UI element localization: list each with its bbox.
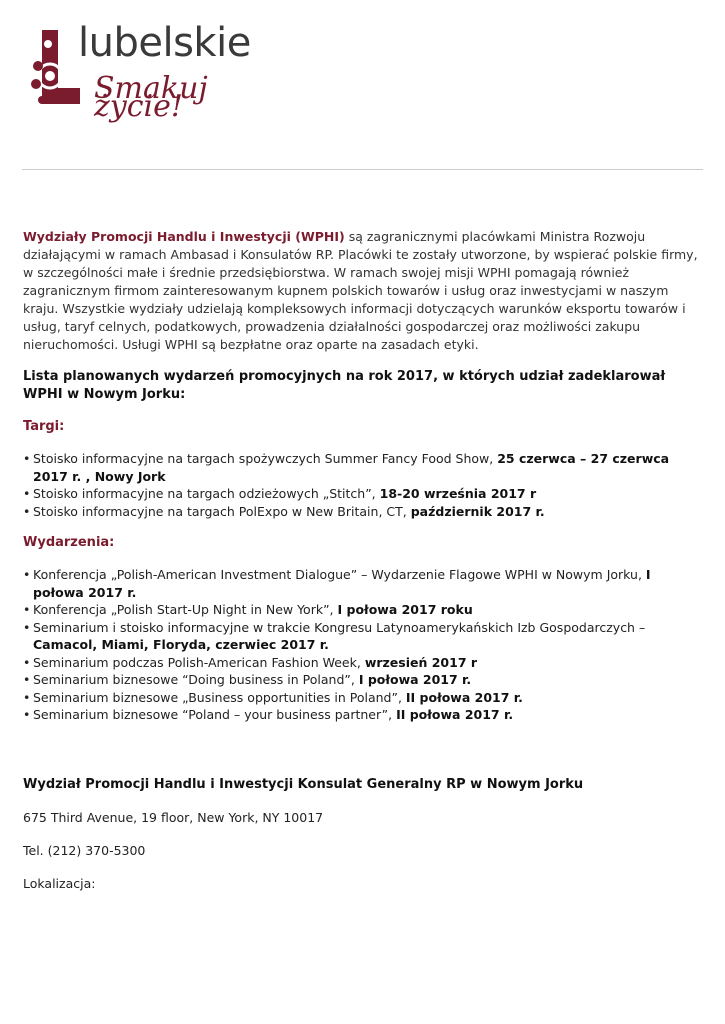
intro-text: są zagranicznymi placówkami Ministra Rozwoju działającymi w ramach Ambasad i Konsulatów RP. Placówki te zostały utworzone, by wspierać polskie firmy, w szczególności małe i średnie przedsiębiorstwa. W ramach swojej misji WPHI pomagają również zagranicznym firmom zainteresowanym kupnem polskich towarów i usług oraz inwestycjami w naszym kraju. Wszystkie wydziały udzielają kompleksowych informacji dotyczących warunków eksportu towarów i usług, taryf celnych, podatkowych, prowadzenia działalności gospodarczej oraz możliwości zakupu nieruchomości. Usługi WPHI są bezpłatne oraz oparte na zasadach etyki. (23, 229, 698, 352)
item-text: Seminarium podczas Polish-American Fashion Week, (33, 654, 365, 670)
header-divider (22, 169, 703, 170)
fairs-list (23, 450, 703, 520)
item-text: Seminarium i stoisko informacyjne w trakcie Kongresu Latynoamerykańskich Izb Gospodarczych – (33, 619, 646, 635)
list-item (23, 654, 703, 672)
list-item (23, 601, 703, 619)
item-text: Konferencja „Polish-American Investment Dialogue” – Wydarzenie Flagowe WPHI w Nowym Jorku, (33, 567, 646, 582)
intro-highlight[interactable]: Wydziały Promocji Handlu i Inwestycji (WPHI) (23, 229, 345, 244)
item-text: Stoisko informacyjne na targach odzieżowych „Stitch”, (33, 486, 380, 501)
item-date: październik 2017 r. (410, 503, 545, 519)
events-list-heading: Lista planowanych wydarzeń promocyjnych na rok 2017, w których udział zadeklarował WPHI w Nowym Jorku: (23, 369, 666, 402)
item-text: Stoisko informacyjne na targach spożywczych Summer Fancy Food Show, (33, 451, 498, 466)
item-date: wrzesień 2017 r (364, 654, 478, 670)
item-text: Konferencja „Polish Start-Up Night in New York”, (33, 602, 338, 617)
contact-section (23, 776, 703, 893)
contact-phone: Tel. (212) 370-5300 (23, 842, 146, 858)
contact-location-label: Lokalizacja: (23, 875, 96, 891)
events-heading: Wydarzenia: (23, 535, 115, 550)
article-content (23, 228, 703, 893)
item-text: Seminarium biznesowe „Business opportunities in Poland”, (33, 689, 406, 705)
list-item (23, 671, 703, 689)
item-text: Seminarium biznesowe “Doing business in Poland”, (33, 672, 359, 687)
item-date: 18-20 września 2017 r (379, 486, 537, 501)
logo-name: lubelskie (78, 20, 251, 66)
logo-slogan: Smakuj życie! (94, 71, 208, 124)
list-item (23, 485, 703, 503)
fairs-heading: Targi: (23, 419, 65, 434)
item-text: Stoisko informacyjne na targach PolExpo w New Britain, CT, (33, 503, 411, 519)
item-text: Seminarium biznesowe “Poland – your business partner”, (33, 707, 397, 722)
list-item (23, 450, 703, 485)
item-date: II połowa 2017 r. (396, 707, 514, 722)
contact-title: Wydział Promocji Handlu i Inwestycji Konsulat Generalny RP w Nowym Jorku (23, 776, 584, 792)
item-date: Camacol, Miami, Floryda, czerwiec 2017 r. (33, 637, 329, 652)
list-item (23, 503, 703, 521)
item-date: II połowa 2017 r. (405, 689, 523, 705)
list-item (23, 689, 703, 707)
logo[interactable] (28, 20, 258, 126)
list-item (23, 706, 703, 724)
list-item (23, 566, 703, 601)
intro-paragraph (23, 228, 703, 354)
list-item (23, 619, 703, 654)
events-list (23, 566, 703, 724)
contact-address: 675 Third Avenue, 19 floor, New York, NY 10017 (23, 809, 324, 825)
item-date: 25 czerwca – 27 czerwca 2017 r. , Nowy Jork (33, 451, 670, 484)
item-date: I połowa 2017 r. (33, 567, 651, 600)
item-date: I połowa 2017 r. (358, 672, 472, 687)
item-date: I połowa 2017 roku (337, 602, 473, 617)
